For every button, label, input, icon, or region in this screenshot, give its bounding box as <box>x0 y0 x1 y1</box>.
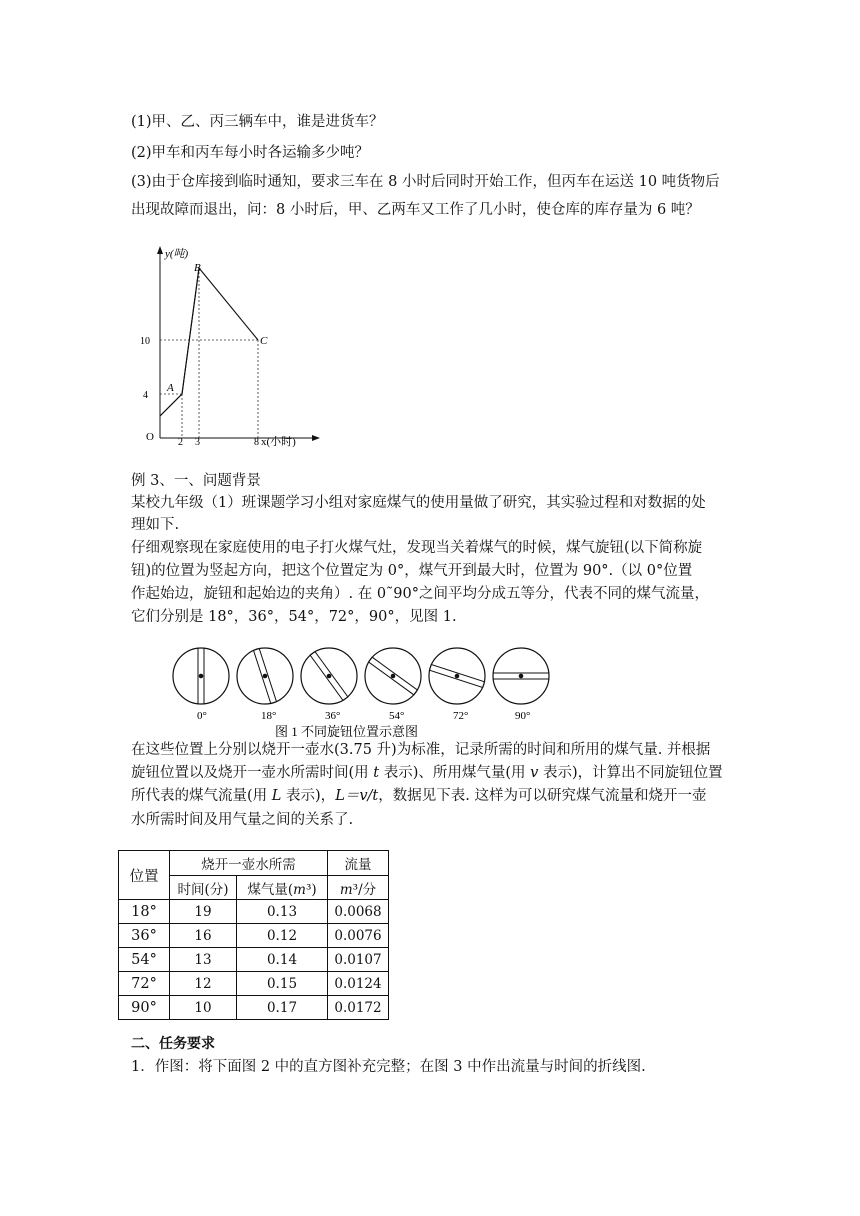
header-unit: m³/分 <box>328 876 389 900</box>
y-tick-4: 4 <box>143 390 148 401</box>
x-tick-8: 8 <box>254 437 259 448</box>
x-axis-label: x(小时) <box>261 436 296 448</box>
tasks-heading: 二、任务要求 <box>131 1036 215 1052</box>
stock-graph <box>130 240 330 455</box>
gas-data-table <box>118 850 389 1020</box>
question-3-line-2: 出现故障而退出，问：8 小时后，甲、乙两车又工作了几小时，使仓库的库存量为 6 吨？ <box>131 202 700 218</box>
dial-label-0: 0° <box>197 710 207 722</box>
header-time: 时间(分) <box>170 876 237 900</box>
example-p2-line-4: 它们分别是 18°，36°，54°，72°，90°，见图 1. <box>131 609 457 625</box>
dial-54 <box>365 648 421 704</box>
origin-label: O <box>146 431 154 443</box>
dial-18 <box>237 648 293 704</box>
y-axis-label: y(吨) <box>165 248 189 260</box>
example-p1-line-2: 理如下. <box>131 517 180 533</box>
dial-0 <box>173 648 229 704</box>
table-row: 54° 13 0.14 0.0107 <box>119 948 389 972</box>
dial-72 <box>429 648 485 704</box>
dial-label-36: 36° <box>325 710 341 722</box>
graph-line <box>160 268 258 416</box>
table-row: 72° 12 0.15 0.0124 <box>119 972 389 996</box>
paragraph-3-line-1: 在这些位置上分别以烧开一壶水(3.75 升)为标准，记录所需的时间和所用的煤气量. 并根据 <box>131 742 711 758</box>
question-3-line-1: (3)由于仓库接到临时通知，要求三车在 8 小时后同时开始工作，但丙车在运送 10 吨货物后 <box>131 174 720 190</box>
x-tick-3: 3 <box>195 437 200 448</box>
header-position: 位置 <box>119 851 170 900</box>
header-boil: 烧开一壶水所需 <box>170 851 328 876</box>
dial-90 <box>493 648 549 704</box>
table-row: 90° 10 0.17 0.0172 <box>119 996 389 1020</box>
dial-label-72: 72° <box>453 710 469 722</box>
tasks-item-1: 1．作图：将下面图 2 中的直方图补充完整；在图 3 中作出流量与时间的折线图. <box>131 1059 646 1075</box>
example-heading: 例 3、一、问题背景 <box>131 473 261 489</box>
header-flow: 流量 <box>328 851 389 876</box>
example-p2-line-3: 作起始边，旋钮和起始边的夹角）. 在 0˜90°之间平均分成五等分，代表不同的煤气流量， <box>131 586 710 602</box>
point-a-label: A <box>167 382 174 394</box>
figure-1-caption: 图 1 不同旋钮位置示意图 <box>275 724 419 739</box>
example-p1-line-1: 某校九年级（1）班课题学习小组对家庭煤气的使用量做了研究，其实验过程和对数据的处 <box>131 495 706 511</box>
header-gas: 煤气量(m³) <box>237 876 328 900</box>
x-tick-2: 2 <box>178 437 183 448</box>
dial-label-18: 18° <box>261 710 277 722</box>
example-p2-line-2: 钮)的位置为竖起方向，把这个位置定为 0°，煤气开到最大时，位置为 90°.（以 0°位置 <box>131 563 693 579</box>
table-row: 36° 16 0.12 0.0076 <box>119 924 389 948</box>
question-2: (2)甲车和丙车每小时各运输多少吨？ <box>131 145 370 161</box>
point-c-label: C <box>260 335 268 347</box>
paragraph-3-line-2: 旋钮位置以及烧开一壶水所需时间(用 t 表示)、所用煤气量(用 v 表示)，计算出不同旋钮位置 <box>131 765 723 781</box>
dial-label-54: 54° <box>389 710 405 722</box>
dial-label-90: 90° <box>515 710 531 722</box>
y-tick-10: 10 <box>140 336 150 347</box>
dial-36 <box>301 648 357 704</box>
question-1: (1)甲、乙、丙三辆车中，谁是进货车？ <box>131 114 384 130</box>
table-row: 18° 19 0.13 0.0068 <box>119 900 389 924</box>
paragraph-3-line-4: 水所需时间及用气量之间的关系了. <box>131 812 354 828</box>
example-p2-line-1: 仔细观察现在家庭使用的电子打火煤气灶，发现当关着煤气的时候，煤气旋钮(以下简称旋 <box>131 540 703 556</box>
dial-figure <box>165 642 565 742</box>
point-b-label: B <box>194 262 201 274</box>
paragraph-3-line-3: 所代表的煤气流量(用 L 表示)，L＝v/t，数据见下表. 这样为可以研究煤气流量和烧开一壶 <box>131 788 707 804</box>
